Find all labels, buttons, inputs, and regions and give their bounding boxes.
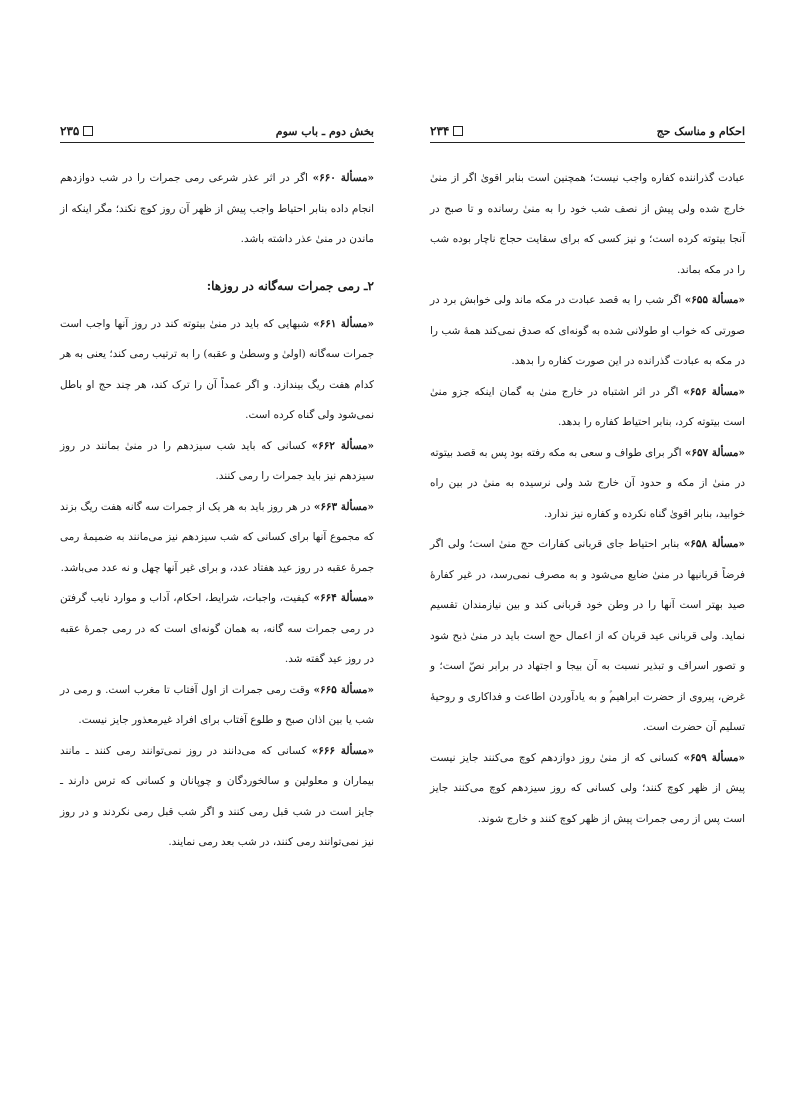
issue-number: «مسألة ۶۶۰» — [312, 172, 374, 184]
section-heading: ۲ـ رمی جمرات سه‌گانه در روزها: — [206, 278, 374, 293]
issue-number: «مسألة ۶۵۸» — [683, 538, 745, 550]
paragraph — [430, 743, 745, 835]
paragraph — [430, 163, 745, 285]
issue-number: «مسألة ۶۵۷» — [684, 446, 745, 459]
right-page-header — [430, 120, 745, 143]
right-page-number: ۲۳۴ — [430, 124, 450, 138]
paragraph-text: وقت رمی جمرات از اول آفتاب تا مغرب است. و رمی در شب یا بین اذان صبح و طلوع آفتاب برای افراد غیرمعذور جایز نیست. — [60, 683, 374, 726]
paragraph-text: در هر روز باید به هر یک از جمرات سه گانه هفت ریگ بزند که مجموع آنها برای کسانی که شب سیزدهم نیز می‌مانند به ضمیمهٔ رمی جمرهٔ عقبه در روز عید هفتاد عدد، و برای غیر آنها چهل و نه عدد می‌باشد. — [60, 500, 374, 574]
left-header-title: بخش دوم ـ باب سوم — [275, 125, 374, 138]
issue-number: «مسألة ۶۶۲» — [311, 439, 374, 452]
paragraph — [430, 377, 745, 438]
left-page-number-group — [60, 124, 93, 138]
paragraph-text: عبادت گذراننده کفاره واجب نیست؛ همچنین است بنابر اقویٰ اگر از منیٰ خارج شده ولی پیش از نصف شب خود را به منیٰ رسانده و تا صبح در آنجا بیتوته کرده است؛ و نیز کسی که برای سقایت حجاج ناچار بوده شب را در مکه بماند. — [430, 172, 745, 276]
paragraph — [60, 736, 374, 858]
right-header-title: احکام و مناسک حج — [656, 125, 745, 138]
paragraph-text: کسانی که می‌دانند در روز نمی‌توانند رمی کنند ـ مانند بیماران و معلولین و سالخوردگان و چوپانان و کسانی که ترس دارند ـ جایز است در شب قبل رمی کنند و اگر شب قبل رمی نکردند و در روز نیز نمی‌توانند رمی کنند، در شب بعد رمی نمایند. — [60, 744, 374, 848]
right-page — [430, 120, 745, 834]
paragraph-text: شبهایی که باید در منیٰ بیتوته کند در روز آنها واجب است جمرات سه‌گانه (اولیٰ و وسطیٰ و عقبه) را به ترتیب رمی کند؛ یعنی به هر کدام هفت ریگ بیندازد. و اگر عمداً آن را ترک کند، هر چند حج او باطل نمی‌شود ولی گناه کرده است. — [60, 317, 374, 421]
paragraph — [60, 309, 374, 431]
left-page-number: ۲۳۵ — [60, 124, 80, 138]
paragraph-text: اگر در اثر عذر شرعی رمی جمرات را در شب دوازدهم انجام داده بنابر احتیاط واجب پیش از ظهر آن روز کوچ نکند؛ مگر اینکه از ماندن در منیٰ عذر داشته باشد. — [60, 172, 374, 245]
right-page-number-group — [430, 124, 463, 138]
paragraph-text: کسانی که از منیٰ روز دوازدهم کوچ می‌کنند جایز نیست پیش از ظهر کوچ کنند؛ ولی کسانی که روز سیزدهم کوچ می‌کنند جایز است پس از رمی جمرات پیش از ظهر کوچ کنند و خارج شوند. — [430, 751, 745, 825]
paragraph-text: اگر برای طواف و سعی به مکه رفته بود پس به قصد بیتوته در منیٰ از مکه و حدود آن خارج شد ولی نرسیده به منیٰ در بین راه خوابید، بنابر اقویٰ گناه نکرده و کفاره نیز ندارد. — [430, 446, 745, 520]
issue-number: «مسألة ۶۶۳» — [313, 500, 374, 513]
left-page — [60, 120, 374, 858]
right-page-body — [430, 163, 745, 834]
left-page-body — [60, 163, 374, 858]
paragraph-text: اگر در اثر اشتباه در خارج منیٰ به گمان اینکه جزو منیٰ است بیتوته کرد، بنابر احتیاط کفاره را بدهد. — [430, 385, 745, 428]
paragraph — [60, 431, 374, 492]
left-page-header — [60, 120, 374, 143]
paragraph — [60, 583, 374, 675]
issue-number: «مسألة ۶۶۱» — [313, 317, 374, 330]
issue-number: «مسألة ۶۵۵» — [684, 294, 745, 306]
paragraph-text: اگر شب را به قصد عبادت در مکه ماند ولی خوابش برد در صورتی که خواب او طولانی شده به گونه‌ای که صدق نمی‌کند همهٔ شب را در مکه به عبادت گذرانده در این صورت کفاره را بدهد. — [430, 294, 745, 367]
paragraph — [430, 285, 745, 377]
square-icon — [453, 126, 463, 136]
paragraph — [60, 492, 374, 584]
paragraph-text: کسانی که باید شب سیزدهم را در منیٰ بمانند در روز سیزدهم نیز باید جمرات را رمی کنند. — [60, 439, 374, 482]
paragraph-text: بنابر احتیاط جای قربانی کفارات حج منیٰ است؛ ولی اگر فرضاً قربانیها در منیٰ ضایع می‌شود و به مصرف نمی‌رسد، در غیر کفارهٔ صید بهتر است آنها را در وطن خود قربانی کند و بین نیازمندان تقسیم نماید. ولی قربانی عید قربان که از اعمال حج است باید در منیٰ ذبح شود و تصور اسراف و تبذیر نسبت به آن بیجا و اجتهاد در برابر نصّ است؛ و غرض، پیروی از حضرت ابراهیم‌‌ؑ و به یادآوردن اطاعت و فداکاری و روحیهٔ تسلیم آن حضرت است. — [430, 538, 745, 733]
issue-number: «مسألة ۶۶۴» — [313, 592, 374, 604]
paragraph — [60, 675, 374, 736]
paragraph — [60, 163, 374, 255]
issue-number: «مسألة ۶۶۶» — [311, 744, 374, 757]
issue-number: «مسألة ۶۵۶» — [683, 385, 745, 398]
issue-number: «مسألة ۶۵۹» — [683, 751, 745, 764]
paragraph — [430, 529, 745, 743]
square-icon — [83, 126, 93, 136]
paragraph-text: کیفیت، واجبات، شرایط، احکام، آداب و موارد نایب گرفتن در رمی جمرات سه گانه، به همان گونه‌ای است که در رمی جمرهٔ عقبه در روز عید گفته شد. — [60, 592, 374, 665]
issue-number: «مسألة ۶۶۵» — [313, 683, 374, 696]
paragraph — [430, 438, 745, 530]
